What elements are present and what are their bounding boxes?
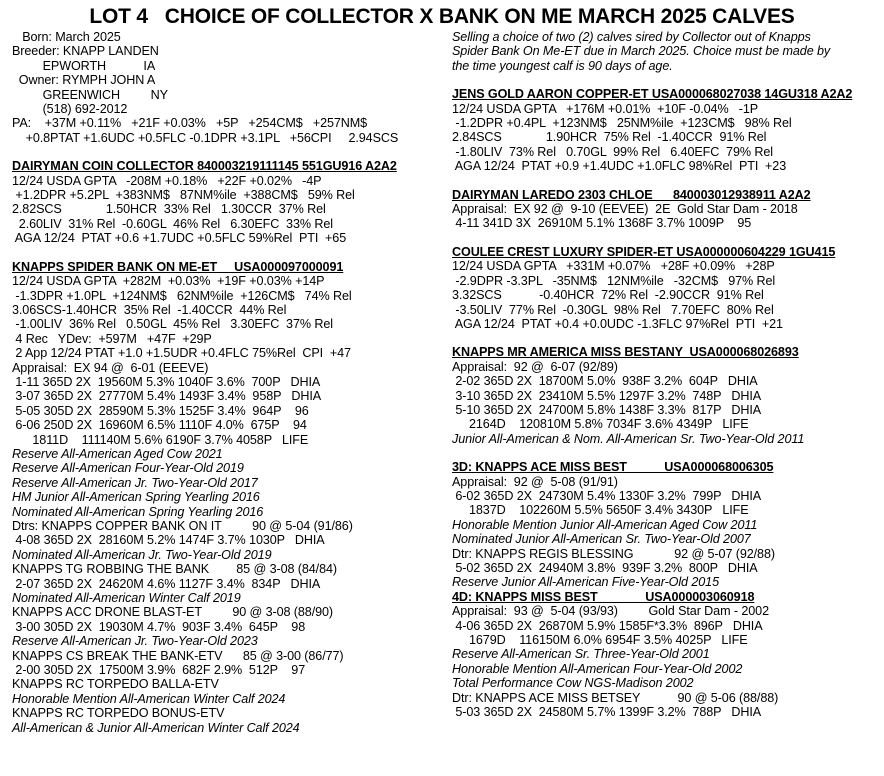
pedigree-section xyxy=(452,590,884,720)
catalog-line: Reserve All-American Jr. Two-Year-Old 2017 xyxy=(12,475,258,490)
catalog-line: KNAPPS ACC DRONE BLAST-ET 90 @ 3-08 (88/90) xyxy=(12,605,334,620)
catalog-line: 1679D 116150M 6.0% 6954F 3.5% 4025P LIFE xyxy=(452,633,748,648)
pedigree-section xyxy=(12,159,442,245)
catalog-line: Selling a choice of two (2) calves sired by Collector out of Knapps xyxy=(452,30,811,44)
catalog-line: 5-03 365D 2X 24580M 5.7% 1399F 3.2% 788P DHIA xyxy=(452,705,762,720)
catalog-line: AGA 12/24 PTAT +0.4 +0.0UDC -1.3FLC 97%Rel PTI +21 xyxy=(452,316,783,331)
catalog-line: 4-08 365D 2X 28160M 5.2% 1474F 3.7% 1030P DHIA xyxy=(12,533,325,548)
catalog-line: Total Performance Cow NGS-Madison 2002 xyxy=(452,676,694,691)
animal-header: 3D: KNAPPS ACE MISS BEST USA000068006305 xyxy=(452,460,774,475)
catalog-line: All-American & Junior All-American Winter Calf 2024 xyxy=(12,720,300,735)
pedigree-section xyxy=(452,87,884,173)
catalog-line: 2.82SCS 1.50HCR 33% Rel 1.30CCR 37% Rel xyxy=(12,202,326,217)
catalog-line: Dtrs: KNAPPS COPPER BANK ON IT 90 @ 5-04 (91/86) xyxy=(12,519,353,533)
catalog-line: 5-02 365D 2X 24940M 3.8% 939F 3.2% 800P DHIA xyxy=(452,561,758,575)
catalog-line: 2-00 305D 2X 17500M 3.9% 682F 2.9% 512P 97 xyxy=(12,663,306,678)
lot-info-block xyxy=(12,30,442,145)
catalog-line: KNAPPS RC TORPEDO BALLA-ETV xyxy=(12,677,219,692)
catalog-line: Reserve All-American Aged Cow 2021 xyxy=(12,446,223,461)
catalog-line: 3-00 305D 2X 19030M 4.7% 903F 3.4% 645P 98 xyxy=(12,619,306,634)
catalog-line: KNAPPS RC TORPEDO BONUS-ETV xyxy=(12,706,225,721)
catalog-line: 2 App 12/24 PTAT +1.0 +1.5UDR +0.4FLC 75%Rel CPI +47 xyxy=(12,346,351,361)
catalog-line: 5-10 365D 2X 24700M 5.8% 1438F 3.3% 817P DHIA xyxy=(452,402,762,417)
catalog-line: 6-02 365D 2X 24730M 5.4% 1330F 3.2% 799P DHIA xyxy=(452,488,762,503)
animal-header: COULEE CREST LUXURY SPIDER-ET USA000000604229 1GU415 xyxy=(452,244,836,259)
catalog-line: Honorable Mention All-American Winter Calf 2024 xyxy=(12,691,286,706)
catalog-line: Appraisal: 92 @ 5-08 (91/91) xyxy=(452,474,618,489)
catalog-line: Spider Bank On Me-ET due in March 2025. Choice must be made by xyxy=(452,44,831,59)
catalog-line: Nominated All-American Spring Yearling 2016 xyxy=(12,504,264,519)
animal-header: DAIRYMAN LAREDO 2303 CHLOE 840003012938911 A2A2 xyxy=(452,187,811,202)
catalog-line: 2-02 365D 2X 18700M 5.0% 938F 3.2% 604P DHIA xyxy=(452,374,758,389)
catalog-line: the time youngest calf is 90 days of age. xyxy=(452,58,673,73)
catalog-line: 4 Rec YDev: +597M +47F +29P xyxy=(12,331,212,346)
catalog-line: 2-07 365D 2X 24620M 4.6% 1127F 3.4% 834P DHIA xyxy=(12,576,321,591)
catalog-line: Nominated All-American Winter Calf 2019 xyxy=(12,591,241,606)
animal-header: DAIRYMAN COIN COLLECTOR 840003219111145 551GU916 A2A2 xyxy=(12,159,397,174)
catalog-line: Breeder: KNAPP LANDEN xyxy=(12,44,159,59)
catalog-line: Appraisal: EX 92 @ 9-10 (EEVEE) 2E Gold Star Dam - 2018 xyxy=(452,202,798,217)
left-column xyxy=(0,30,442,735)
catalog-line: 12/24 USDA GPTA +282M +0.03% +19F +0.03% +14P xyxy=(12,274,325,289)
two-column-layout xyxy=(0,30,884,735)
catalog-line: Appraisal: 92 @ 6-07 (92/89) xyxy=(452,359,618,374)
catalog-line: 1837D 102260M 5.5% 5650F 3.4% 3430P LIFE xyxy=(452,503,749,518)
catalog-line: Nominated All-American Jr. Two-Year-Old 2019 xyxy=(12,547,272,562)
catalog-line: 5-05 305D 2X 28590M 5.3% 1525F 3.4% 964P 96 xyxy=(12,403,309,418)
catalog-line: -3.50LIV 77% Rel -0.30GL 98% Rel 7.70EFC 80% Rel xyxy=(452,302,774,317)
catalog-line: HM Junior All-American Spring Yearling 2016 xyxy=(12,490,260,505)
pedigree-section xyxy=(452,188,884,231)
catalog-line: 1811D 111140M 5.6% 6190F 3.7% 4058P LIFE xyxy=(12,432,309,447)
catalog-line: -1.2DPR +0.4PL +123NM$ 25NM%ile +123CM$ 98% Rel xyxy=(452,116,792,131)
catalog-line: 6-06 250D 2X 16960M 6.5% 1110F 4.0% 675P 94 xyxy=(12,418,307,433)
catalog-line: 12/24 USDA GPTA +176M +0.01% +10F -0.04% -1P xyxy=(452,101,759,116)
catalog-line: AGA 12/24 PTAT +0.6 +1.7UDC +0.5FLC 59%Rel PTI +65 xyxy=(12,231,347,246)
catalog-line: +1.2DPR +5.2PL +383NM$ 87NM%ile +388CM$ 59% Rel xyxy=(12,188,355,203)
right-sections xyxy=(452,87,884,719)
animal-header: JENS GOLD AARON COPPER-ET USA000068027038 14GU318 A2A2 xyxy=(452,87,853,102)
animal-header: 4D: KNAPPS MISS BEST USA000003060918 xyxy=(452,589,755,604)
catalog-line: -1.00LIV 36% Rel 0.50GL 45% Rel 3.30EFC 37% Rel xyxy=(12,317,333,332)
pedigree-section xyxy=(12,260,442,735)
catalog-line: Junior All-American & Nom. All-American Sr. Two-Year-Old 2011 xyxy=(452,431,805,446)
catalog-line: 12/24 USDA GPTA +331M +0.07% +28F +0.09% +28P xyxy=(452,259,775,274)
pedigree-section xyxy=(452,245,884,331)
catalog-line: 1-11 365D 2X 19560M 5.3% 1040F 3.6% 700P DHIA xyxy=(12,374,321,389)
catalog-line: Nominated Junior All-American Sr. Two-Year-Old 2007 xyxy=(452,532,751,547)
animal-header: KNAPPS SPIDER BANK ON ME-ET USA000097000091 xyxy=(12,259,344,274)
catalog-line: 2.60LIV 31% Rel -0.60GL 46% Rel 6.30EFC 33% Rel xyxy=(12,216,333,231)
catalog-line: 4-06 365D 2X 26870M 5.9% 1585F*3.3% 896P DHIA xyxy=(452,618,763,633)
animal-header: KNAPPS MR AMERICA MISS BESTANY USA000068026893 xyxy=(452,345,799,360)
catalog-line: PA: +37M +0.11% +21F +0.03% +5P +254CM$ +257NM$ xyxy=(12,116,368,131)
catalog-line: Owner: RYMPH JOHN A xyxy=(12,73,156,88)
catalog-line: +0.8PTAT +1.6UDC +0.5FLC -0.1DPR +3.1PL +56CPI 2.94SCS xyxy=(12,130,399,145)
catalog-line: EPWORTH IA xyxy=(12,58,156,73)
catalog-line: AGA 12/24 PTAT +0.9 +1.4UDC +1.0FLC 98%Rel PTI +23 xyxy=(452,159,787,174)
catalog-line: KNAPPS CS BREAK THE BANK-ETV 85 @ 3-00 (86/77) xyxy=(12,648,344,663)
catalog-line: 3.32SCS -0.40HCR 72% Rel -2.90CCR 91% Rel xyxy=(452,288,764,303)
catalog-line: 2164D 120810M 5.8% 7034F 3.6% 4349P LIFE xyxy=(452,417,749,432)
catalog-line: (518) 692-2012 xyxy=(12,102,128,117)
catalog-line: Dtr: KNAPPS REGIS BLESSING 92 @ 5-07 (92/88) xyxy=(452,546,775,561)
catalog-line: 3-10 365D 2X 23410M 5.5% 1297F 3.2% 748P DHIA xyxy=(452,388,762,403)
catalog-line: Reserve All-American Jr. Two-Year-Old 2023 xyxy=(12,634,258,649)
left-sections xyxy=(12,159,442,735)
catalog-line: 12/24 USDA GPTA -208M +0.18% +22F +0.02% -4P xyxy=(12,173,322,188)
catalog-line: -2.9DPR -3.3PL -35NM$ 12NM%ile -32CM$ 97% Rel xyxy=(452,273,776,288)
catalog-line: Dtr: KNAPPS ACE MISS BETSEY 90 @ 5-06 (88/88) xyxy=(452,690,779,705)
page-title: LOT 4 CHOICE OF COLLECTOR X BANK ON ME MARCH 2025 CALVES xyxy=(89,5,795,28)
catalog-line: 2.84SCS 1.90HCR 75% Rel -1.40CCR 91% Rel xyxy=(452,130,767,145)
catalog-line: GREENWICH NY xyxy=(12,87,168,102)
catalog-line: Honorable Mention All-American Four-Year-Old 2002 xyxy=(452,661,743,676)
catalog-line: Born: March 2025 xyxy=(12,30,121,44)
catalog-line: 3-07 365D 2X 27770M 5.4% 1493F 3.4% 958P DHIA xyxy=(12,389,322,404)
catalog-line: KNAPPS TG ROBBING THE BANK 85 @ 3-08 (84/84) xyxy=(12,562,337,577)
pedigree-section xyxy=(452,345,884,446)
right-column xyxy=(442,30,884,719)
catalog-line: Appraisal: 93 @ 5-04 (93/93) Gold Star Dam - 2002 xyxy=(452,604,769,619)
catalog-line: 4-11 341D 3X 26910M 5.1% 1368F 3.7% 1009P 95 xyxy=(452,216,752,231)
catalog-line: Reserve All-American Sr. Three-Year-Old 2001 xyxy=(452,647,710,662)
sale-terms-paragraph xyxy=(452,30,884,73)
catalog-line: Honorable Mention Junior All-American Aged Cow 2011 xyxy=(452,517,758,532)
catalog-line: Reserve All-American Four-Year-Old 2019 xyxy=(12,461,244,476)
catalog-line: Appraisal: EX 94 @ 6-01 (EEEVE) xyxy=(12,360,209,375)
catalog-line: -1.3DPR +1.0PL +124NM$ 62NM%ile +126CM$ 74% Rel xyxy=(12,288,352,303)
catalog-line: 3.06SCS-1.40HCR 35% Rel -1.40CCR 44% Rel xyxy=(12,302,287,317)
pedigree-section xyxy=(452,460,884,590)
catalog-line: -1.80LIV 73% Rel 0.70GL 99% Rel 6.40EFC 79% Rel xyxy=(452,144,773,159)
catalog-line: Reserve Junior All-American Five-Year-Old 2015 xyxy=(452,575,719,590)
